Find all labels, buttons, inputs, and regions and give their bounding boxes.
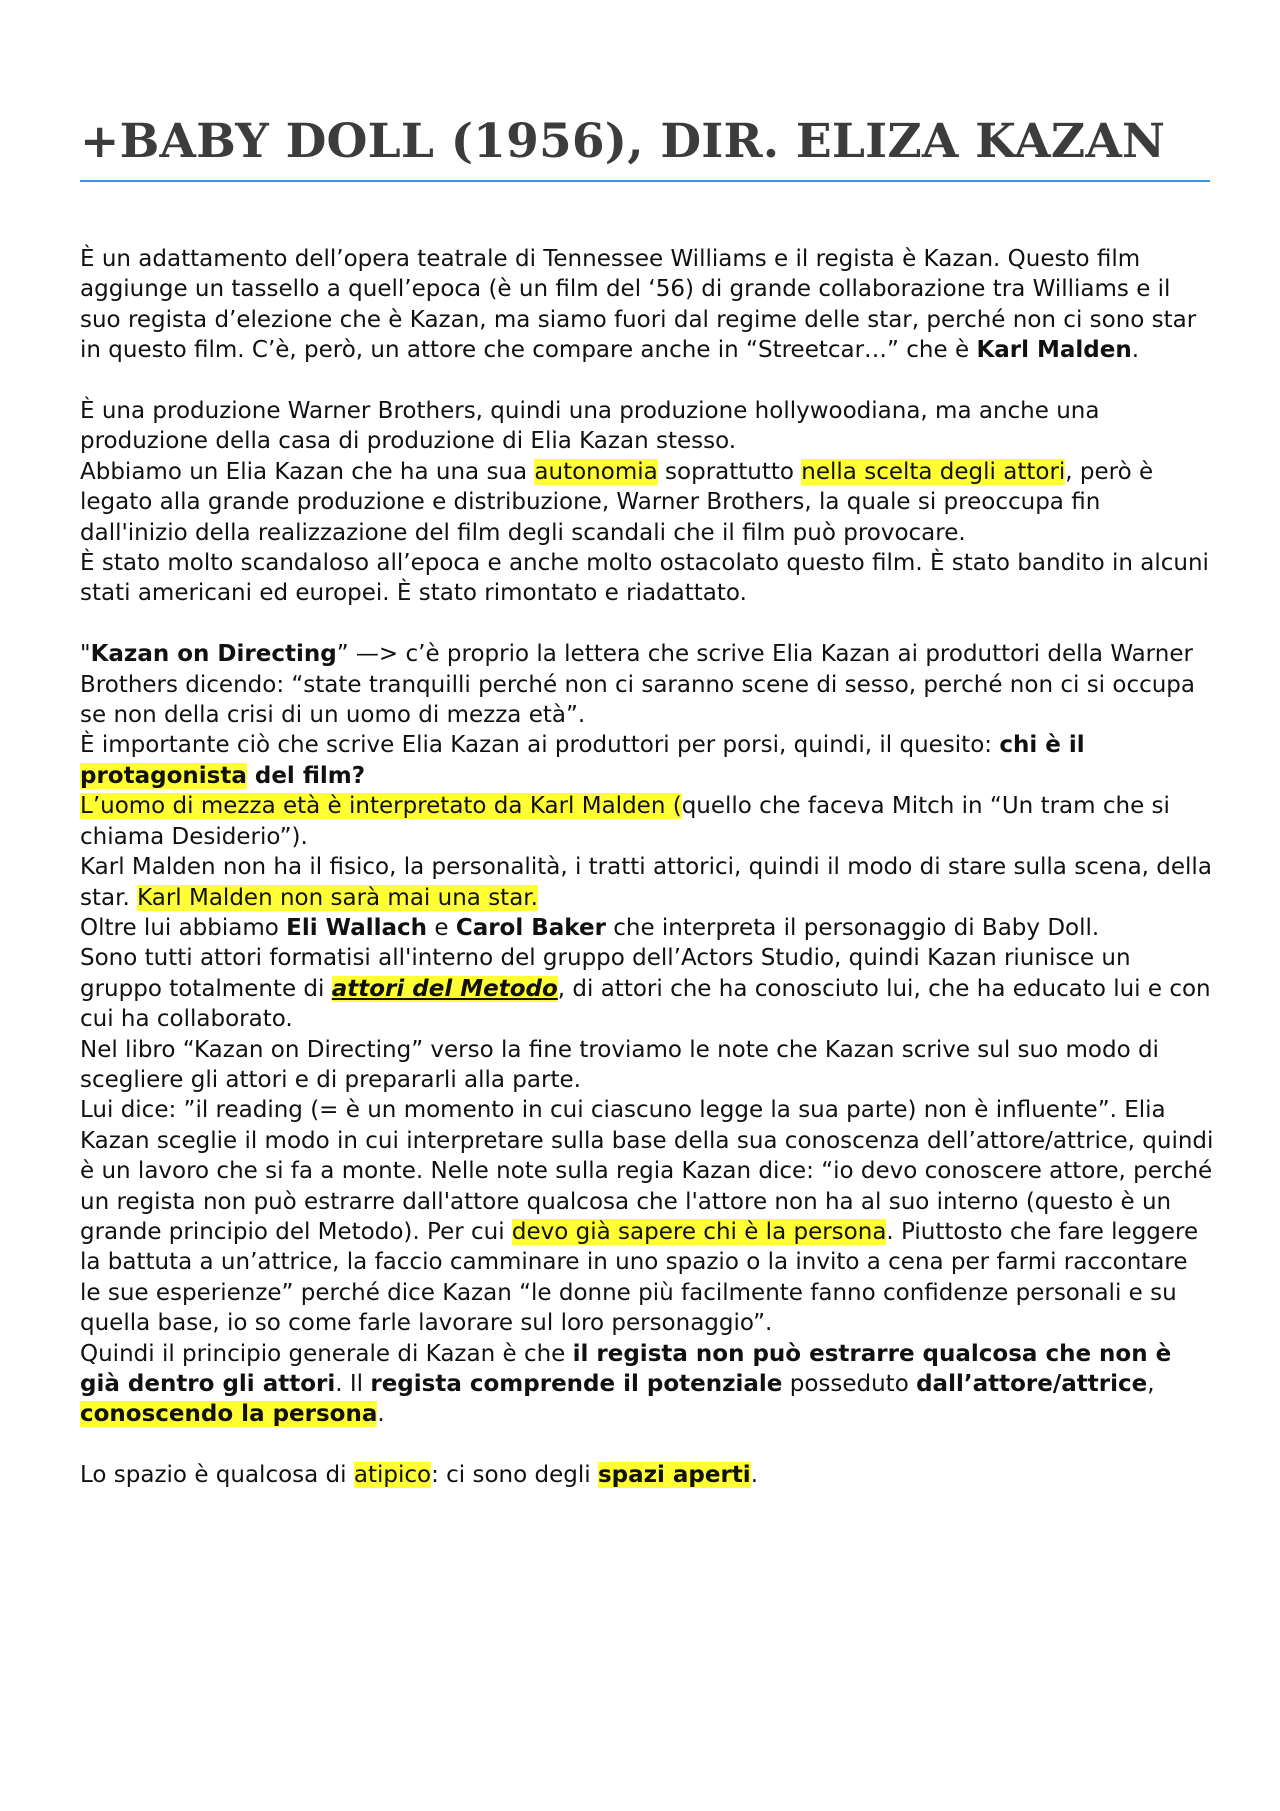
title-underline xyxy=(80,180,1210,182)
highlight-conoscendo-persona: conoscendo la persona xyxy=(80,1401,378,1428)
paragraph-not-a-star: Karl Malden non ha il fisico, la personalità, i tratti attorici, quindi il modo di stare sulla scena, della star. Karl Malden non sarà mai una star. xyxy=(80,854,1212,911)
paragraph-space: Lo spazio è qualcosa di atipico: ci sono degli spazi aperti. xyxy=(80,1462,759,1489)
highlight-mai-una-star: Karl Malden non sarà mai una star. xyxy=(137,884,538,911)
page-title: +BABY DOLL (1956), DIR. ELIZA KAZAN xyxy=(80,114,1166,169)
paragraph-gap xyxy=(80,609,1215,639)
highlight-attori-del-metodo: attori del Metodo xyxy=(331,975,558,1002)
highlight-sapere-persona: devo già sapere chi è la persona xyxy=(511,1218,887,1245)
highlight-autonomia: autonomia xyxy=(534,458,658,485)
highlight-scelta-attori: nella scelta degli attori xyxy=(801,458,1066,485)
paragraph-book-notes: Nel libro “Kazan on Directing” verso la fine troviamo le note che Kazan scrive sul suo modo di scegliere gli attori e di prepararli alla parte. xyxy=(80,1036,1159,1093)
highlight-spazi-aperti: spazi aperti xyxy=(597,1462,751,1489)
paragraph-autonomy: Abbiamo un Elia Kazan che ha una sua autonomia soprattutto nella scelta degli attori, però è legato alla grande produzione e distribuzione, Warner Brothers, la quale si preoccupa fin dall'inizio della realizzazione del film degli scandali che il film può provocare. xyxy=(80,458,1154,546)
paragraph-production: È una produzione Warner Brothers, quindi una produzione hollywoodiana, ma anche una produzione della casa di produzione di Elia Kazan stesso. xyxy=(80,398,1100,455)
paragraph-kazan-on-directing: "Kazan on Directing” —> c’è proprio la lettera che scrive Elia Kazan ai produttori della Warner Brothers dicendo: “state tranquilli perché non ci saranno scene di sesso, perché non ci si occupa se non della crisi di un uomo di mezza età”. xyxy=(80,641,1196,729)
paragraph-protagonist-question: È importante ciò che scrive Elia Kazan ai produttori per porsi, quindi, il quesito: chi è il protagonista del film? xyxy=(80,732,1085,789)
paragraph-other-actors: Oltre lui abbiamo Eli Wallach e Carol Baker che interpreta il personaggio di Baby Doll. xyxy=(80,914,1100,941)
paragraph-middle-aged-man: L’uomo di mezza età è interpretato da Karl Malden (quello che faceva Mitch in “Un tram che si chiama Desiderio”). xyxy=(80,793,1170,850)
paragraph-reading: Lui dice: ”il reading (= è un momento in cui ciascuno legge la sua parte) non è influente”. Elia Kazan sceglie il modo in cui interpretare sulla base della sua conoscenza dell’attore/attrice, quindi è un lavoro che si fa a monte. Nelle note sulla regia Kazan dice: “io devo conoscere attore, perché un regista non può estrarre dall'attore qualcosa che l'attore non ha al suo interno (questo è un grande principio del Metodo). Per cui devo già sapere chi è la persona. Piuttosto che fare leggere la battuta a un’attrice, la faccio camminare in uno spazio o la invito a cena per farmi raccontare le sue esperienze” perché dice Kazan “le donne più facilmente fanno confidenze personali e su quella base, io so come farle lavorare sul loro personaggio”. xyxy=(80,1097,1214,1337)
paragraph-intro: È un adattamento dell’opera teatrale di Tennessee Williams e il regista è Kazan. Questo film aggiunge un tassello a quell’epoca (è un film del ‘56) di grande collaborazione tra Williams e il suo regista d’elezione che è Kazan, ma siamo fuori dal regime delle star, perché non ci sono star in questo film. C’è, però, un attore che compare anche in “Streetcar…” che è Karl Malden. xyxy=(80,246,1197,364)
paragraph-scandal: È stato molto scandaloso all’epoca e anche molto ostacolato questo film. È stato bandito in alcuni stati americani ed europei. È stato rimontato e riadattato. xyxy=(80,550,1209,607)
bold-karl-malden: Karl Malden xyxy=(976,337,1132,364)
paragraph-gap xyxy=(80,366,1215,396)
highlight-protagonista: protagonista xyxy=(80,762,247,789)
paragraph-gap xyxy=(80,1430,1215,1460)
highlight-atipico: atipico xyxy=(353,1462,432,1489)
paragraph-actors-studio: Sono tutti attori formatisi all'interno del gruppo dell’Actors Studio, quindi Kazan riunisce un gruppo totalmente di attori del Metodo, di attori che ha conosciuto lui, che ha educato lui e con cui ha collaborato. xyxy=(80,945,1211,1033)
paragraph-principle: Quindi il principio generale di Kazan è che il regista non può estrarre qualcosa che non è già dentro gli attori. Il regista comprende il potenziale posseduto dall’attore/attrice, conoscendo la persona. xyxy=(80,1340,1172,1428)
document-body xyxy=(80,244,1215,1491)
highlight-uomo-mezza-eta: L’uomo di mezza età è interpretato da Karl Malden ( xyxy=(80,793,682,820)
